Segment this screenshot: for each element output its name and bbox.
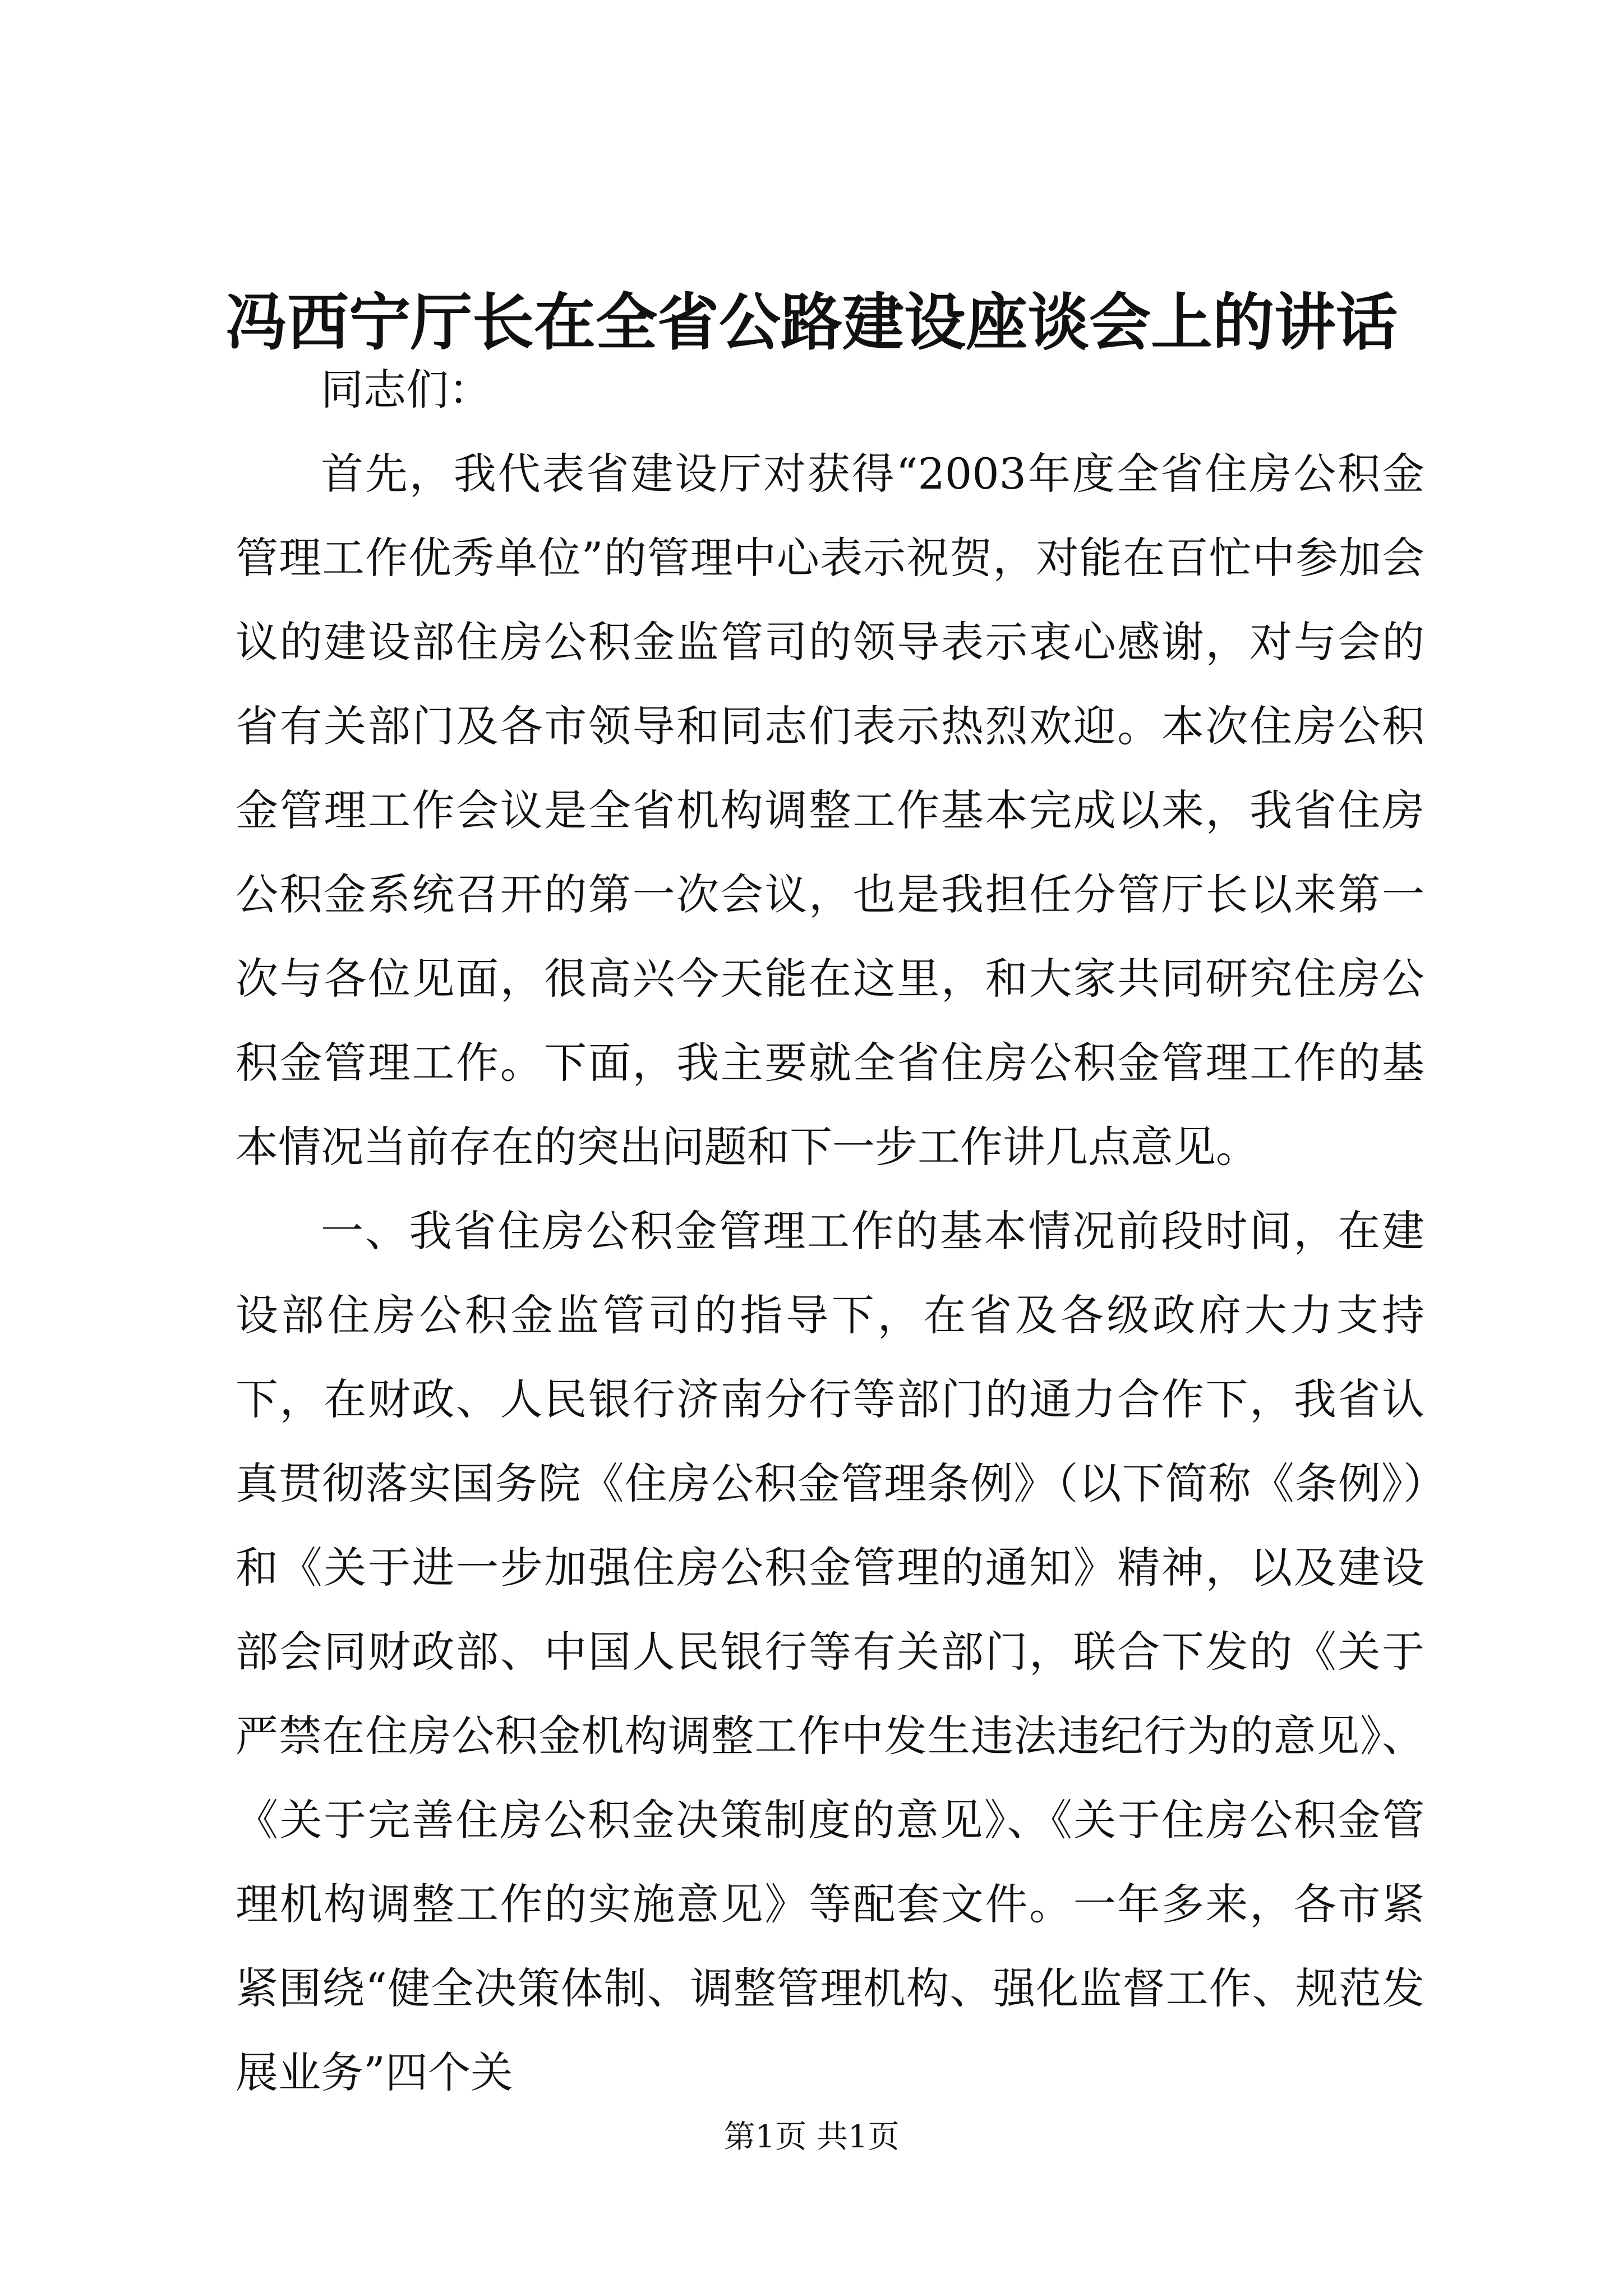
document-title: 冯西宁厅长在全省公路建设座谈会上的讲话 [225,286,1398,358]
page-number-footer: 第1页 共1页 [723,2119,900,2155]
document-body [236,348,1424,2115]
paragraph-2: 一、我省住房公积金管理工作的基本情况前段时间，在建设部住房公积金监管司的指导下，在省及各级政府大力支持下，在财政、人民银行济南分行等部门的通力合作下，我省认真贯彻落实国务院《住房公积金管理条例》（以下简称《条例》）和《关于进一步加强住房公积金管理的通知》精神，以及建设部会同财政部、中国人民银行等有关部门，联合下发的《关于严禁在住房公积金机构调整工作中发生违法违纪行为的意见》、《关于完善住房公积金决策制度的意见》、《关于住房公积金管理机构调整工作的实施意见》等配套文件。一年多来，各市紧紧围绕“健全决策体制、调整管理机构、强化监督工作、规范发展业务”四个关 [236,1206,1424,2097]
salutation: 同志们： [321,365,491,415]
paragraph-1: 首先，我代表省建设厅对获得“2003年度全省住房公积金管理工作优秀单位”的管理中心表示祝贺，对能在百忙中参加会议的建设部住房公积金监管司的领导表示衷心感谢，对与会的省有关部门及各市领导和同志们表示热烈欢迎。本次住房公积金管理工作会议是全省机构调整工作基本完成以来，我省住房公积金系统召开的第一次会议，也是我担任分管厅长以来第一次与各位见面，很高兴今天能在这里，和大家共同研究住房公积金管理工作。下面，我主要就全省住房公积金管理工作的基本情况当前存在的突出问题和下一步工作讲几点意见。 [236,449,1424,1172]
